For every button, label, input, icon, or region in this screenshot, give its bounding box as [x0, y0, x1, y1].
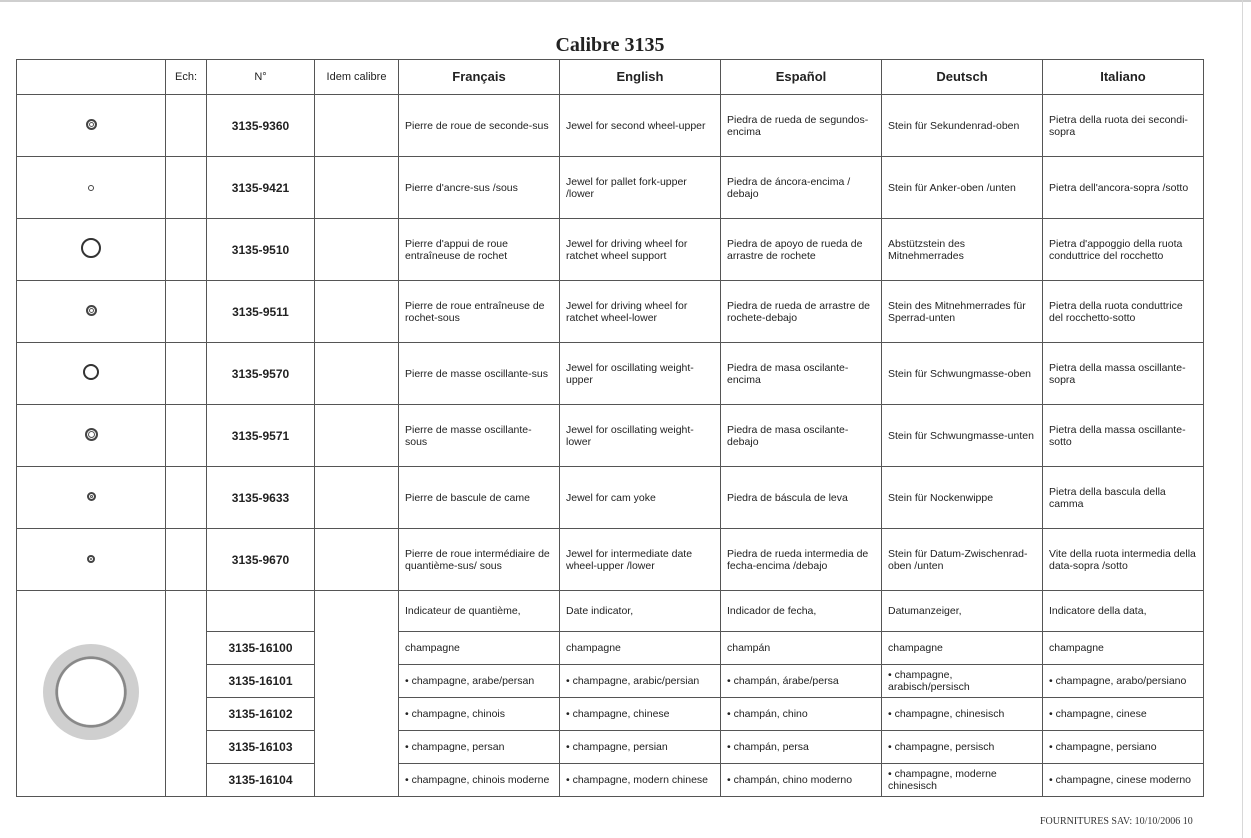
part-number: 3135-16101 — [207, 665, 315, 698]
desc-fr: • champagne, persan — [399, 731, 560, 764]
part-number: 3135-9571 — [207, 405, 315, 467]
desc-en: Jewel for driving wheel for ratchet wheel support — [560, 219, 721, 281]
desc-en: Jewel for cam yoke — [560, 467, 721, 529]
desc-de: Stein für Sekundenrad-oben — [882, 95, 1043, 157]
ech-cell — [166, 95, 207, 157]
desc-es: • champán, árabe/persa — [721, 665, 882, 698]
ech-cell — [166, 405, 207, 467]
desc-fr: Pierre de roue de seconde-sus — [399, 95, 560, 157]
desc-de: Stein des Mitnehmerrades für Sperrad-unten — [882, 281, 1043, 343]
jewel-ring-icon — [83, 364, 99, 380]
desc-es: Piedra de rueda de arrastre de rochete-debajo — [721, 281, 882, 343]
idem-cell — [315, 95, 399, 157]
desc-it: • champagne, persiano — [1043, 731, 1204, 764]
desc-de: • champagne, moderne chinesisch — [882, 764, 1043, 797]
desc-en: • champagne, persian — [560, 731, 721, 764]
date-disc-icon — [43, 644, 139, 740]
idem-cell — [315, 405, 399, 467]
part-number: 3135-9360 — [207, 95, 315, 157]
desc-it: Vite della ruota intermedia della data-sopra /sotto — [1043, 529, 1204, 591]
header-ech: Ech: — [166, 60, 207, 95]
idem-cell — [315, 281, 399, 343]
desc-es: Piedra de apoyo de rueda de arrastre de rochete — [721, 219, 882, 281]
desc-de: Stein für Anker-oben /unten — [882, 157, 1043, 219]
desc-es: • champán, chino moderno — [721, 764, 882, 797]
desc-fr: • champagne, chinois moderne — [399, 764, 560, 797]
desc-it: Indicatore della data, — [1043, 591, 1204, 632]
desc-fr: • champagne, chinois — [399, 698, 560, 731]
idem-cell — [315, 157, 399, 219]
ech-cell — [166, 529, 207, 591]
page-top-edge — [0, 0, 1251, 2]
desc-en: • champagne, modern chinese — [560, 764, 721, 797]
part-number: 3135-9510 — [207, 219, 315, 281]
desc-en: Date indicator, — [560, 591, 721, 632]
desc-it: Pietra della ruota conduttrice del rocchetto-sotto — [1043, 281, 1204, 343]
desc-it: • champagne, cinese moderno — [1043, 764, 1204, 797]
part-image-cell — [17, 219, 166, 281]
desc-de: Stein für Schwungmasse-oben — [882, 343, 1043, 405]
table-row — [17, 157, 1204, 219]
ech-cell — [166, 281, 207, 343]
part-number: 3135-9633 — [207, 467, 315, 529]
desc-fr: Pierre de masse oscillante-sous — [399, 405, 560, 467]
desc-de: Abstützstein des Mitnehmerrades — [882, 219, 1043, 281]
desc-fr: Pierre de roue intermédiaire de quantième-sus/ sous — [399, 529, 560, 591]
desc-es: champán — [721, 632, 882, 665]
header-number: N° — [207, 60, 315, 95]
part-image-cell — [17, 95, 166, 157]
desc-it: • champagne, arabo/persiano — [1043, 665, 1204, 698]
part-image-cell — [17, 157, 166, 219]
desc-es: Indicador de fecha, — [721, 591, 882, 632]
desc-en: • champagne, arabic/persian — [560, 665, 721, 698]
desc-en: champagne — [560, 632, 721, 665]
part-image-cell — [17, 343, 166, 405]
desc-it: champagne — [1043, 632, 1204, 665]
page-title: Calibre 3135 — [555, 34, 665, 56]
desc-es: Piedra de masa oscilante-debajo — [721, 405, 882, 467]
desc-en: • champagne, chinese — [560, 698, 721, 731]
part-image-cell — [17, 405, 166, 467]
page-footer: FOURNITURES SAV: 10/10/2006 10 — [1040, 816, 1193, 827]
table-row — [17, 405, 1204, 467]
desc-it: Pietra della massa oscillante-sotto — [1043, 405, 1204, 467]
desc-fr: Pierre de masse oscillante-sus — [399, 343, 560, 405]
desc-es: • champán, persa — [721, 731, 882, 764]
idem-cell — [315, 529, 399, 591]
table-row — [17, 529, 1204, 591]
desc-it: Pietra dell'ancora-sopra /sotto — [1043, 157, 1204, 219]
desc-de: champagne — [882, 632, 1043, 665]
desc-es: • champán, chino — [721, 698, 882, 731]
desc-en: Jewel for second wheel-upper — [560, 95, 721, 157]
ech-cell — [166, 219, 207, 281]
ech-cell — [166, 467, 207, 529]
desc-de: Stein für Datum-Zwischenrad-oben /unten — [882, 529, 1043, 591]
part-number: 3135-9570 — [207, 343, 315, 405]
desc-de: • champagne, persisch — [882, 731, 1043, 764]
table-header-row — [17, 60, 1204, 95]
jewel-ring-icon — [87, 555, 95, 563]
desc-es: Piedra de masa oscilante-encima — [721, 343, 882, 405]
part-number: 3135-16104 — [207, 764, 315, 797]
desc-de: Stein für Nockenwippe — [882, 467, 1043, 529]
page-right-edge — [1242, 0, 1243, 838]
desc-de: Stein für Schwungmasse-unten — [882, 405, 1043, 467]
table-row — [17, 343, 1204, 405]
jewel-ring-icon — [86, 119, 97, 130]
desc-it: Pietra della massa oscillante-sopra — [1043, 343, 1204, 405]
jewel-ring-icon — [81, 238, 101, 258]
table-row — [17, 281, 1204, 343]
part-image-cell — [17, 529, 166, 591]
part-number: 3135-9511 — [207, 281, 315, 343]
desc-en: Jewel for oscillating weight-upper — [560, 343, 721, 405]
jewel-ring-icon — [86, 305, 97, 316]
idem-cell — [315, 591, 399, 797]
desc-fr: Pierre d'appui de roue entraîneuse de rochet — [399, 219, 560, 281]
desc-es: Piedra de rueda de segundos-encima — [721, 95, 882, 157]
table-row — [17, 467, 1204, 529]
ech-cell — [166, 343, 207, 405]
desc-fr: Pierre de bascule de came — [399, 467, 560, 529]
idem-cell — [315, 343, 399, 405]
part-image-cell — [17, 467, 166, 529]
desc-fr: Pierre d'ancre-sus /sous — [399, 157, 560, 219]
desc-de: Datumanzeiger, — [882, 591, 1043, 632]
table-row — [17, 95, 1204, 157]
part-number: 3135-9670 — [207, 529, 315, 591]
header-idem: Idem calibre — [315, 60, 399, 95]
desc-de: • champagne, chinesisch — [882, 698, 1043, 731]
header-french: Français — [399, 60, 560, 95]
desc-fr: Indicateur de quantième, — [399, 591, 560, 632]
table-row — [17, 219, 1204, 281]
part-number — [207, 591, 315, 632]
date-disc-image-cell — [17, 591, 166, 797]
parts-table — [16, 59, 1204, 797]
header-spanish: Español — [721, 60, 882, 95]
desc-es: Piedra de rueda intermedia de fecha-encima /debajo — [721, 529, 882, 591]
desc-it: Pietra d'appoggio della ruota conduttrice del rocchetto — [1043, 219, 1204, 281]
idem-cell — [315, 219, 399, 281]
desc-es: Piedra de áncora-encima / debajo — [721, 157, 882, 219]
part-number: 3135-16100 — [207, 632, 315, 665]
desc-en: Jewel for oscillating weight-lower — [560, 405, 721, 467]
header-italian: Italiano — [1043, 60, 1204, 95]
indicator-title-row — [17, 591, 1204, 632]
desc-fr: Pierre de roue entraîneuse de rochet-sous — [399, 281, 560, 343]
header-german: Deutsch — [882, 60, 1043, 95]
ech-cell — [166, 157, 207, 219]
desc-fr: champagne — [399, 632, 560, 665]
desc-fr: • champagne, arabe/persan — [399, 665, 560, 698]
jewel-ring-icon — [85, 428, 98, 441]
ech-cell — [166, 591, 207, 797]
desc-it: • champagne, cinese — [1043, 698, 1204, 731]
idem-cell — [315, 467, 399, 529]
desc-es: Piedra de báscula de leva — [721, 467, 882, 529]
part-number: 3135-9421 — [207, 157, 315, 219]
jewel-ring-icon — [87, 492, 96, 501]
desc-en: Jewel for intermediate date wheel-upper /lower — [560, 529, 721, 591]
part-number: 3135-16102 — [207, 698, 315, 731]
header-image — [17, 60, 166, 95]
desc-en: Jewel for pallet fork-upper /lower — [560, 157, 721, 219]
jewel-ring-icon — [88, 185, 94, 191]
desc-it: Pietra della ruota dei secondi-sopra — [1043, 95, 1204, 157]
header-english: English — [560, 60, 721, 95]
part-image-cell — [17, 281, 166, 343]
desc-en: Jewel for driving wheel for ratchet wheel-lower — [560, 281, 721, 343]
part-number: 3135-16103 — [207, 731, 315, 764]
desc-it: Pietra della bascula della camma — [1043, 467, 1204, 529]
desc-de: • champagne, arabisch/persisch — [882, 665, 1043, 698]
